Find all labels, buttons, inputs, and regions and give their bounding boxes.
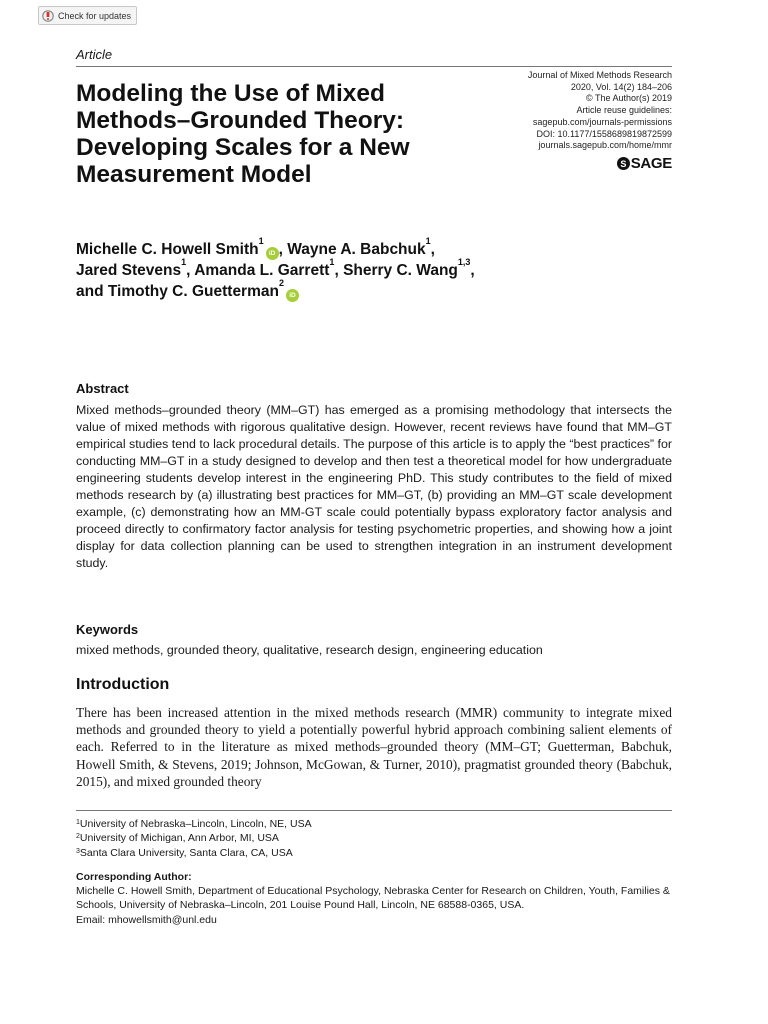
affiliation-item: $^3$Santa Clara University, Santa Clara, CA, USA (76, 846, 293, 859)
affiliation-item: $^2$University of Michigan, Ann Arbor, MI, USA (76, 832, 279, 845)
journal-name: Journal of Mixed Methods Research (527, 70, 672, 80)
author-affiliation-number: 1 (425, 236, 431, 246)
journal-volume: 2020, Vol. 14(2) 184–206 (570, 81, 672, 92)
author-list: Michelle C. Howell Smith$^1$iD , Wayne A. Babchuk$^1$, Jared Stevens$^1$, Amanda L. Garrett$^1$, Sherry C. Wang$^{1,3}$, and Timothy C. Guetterman$^2$iD (76, 236, 475, 300)
author-affiliation-number: 1 (258, 236, 264, 246)
journal-copyright: © The Author(s) 2019 (585, 93, 672, 104)
affiliation-list (76, 817, 312, 860)
author-affiliation-number: 1 (329, 257, 335, 267)
footnote-divider (76, 810, 672, 811)
author-name: Sherry C. Wang$^{1,3}$ (343, 257, 471, 279)
reuse-label: Article reuse guidelines: (576, 105, 672, 116)
corresponding-author-heading: Corresponding Author: (76, 871, 192, 883)
journal-info (528, 70, 672, 152)
author-name: Jared Stevens$^1$ (76, 257, 187, 279)
author-name: Michelle C. Howell Smith$^1$iD (76, 241, 279, 258)
orcid-icon[interactable]: iD (266, 247, 279, 260)
keywords-heading: Keywords (76, 622, 139, 637)
author-affiliation-number: 2 (278, 278, 284, 288)
paper-title: Modeling the Use of Mixed Methods–Grounded Theory: Developing Scales for a New Measurement Model (76, 80, 410, 188)
header-divider (76, 66, 672, 67)
sage-logo (617, 155, 672, 172)
author-affiliation-number: 1,3 (457, 257, 471, 267)
check-updates-label: Check for updates (58, 10, 132, 21)
corresponding-author-email[interactable]: Email: mhowellsmith@unl.edu (76, 913, 217, 926)
doi-link[interactable]: DOI: 10.1177/1558689819872599 (536, 128, 672, 139)
introduction-text: There has been increased attention in the mixed methods research (MMR) community to integrate mixed methods and grounded theory to yield a potentially powerful hybrid approach combining salient elements of each. Referred to in the literature as mixed methods–grounded theory (MM–GT; Guetterman, Babchuk, Howell Smith, & Stevens, 2019; Johnson, McGowan, & Turner, 2010), pragmatist grounded theory (Babchuk, 2015), and mixed grounded theory (76, 705, 672, 789)
author-name: and Timothy C. Guetterman$^2$iD (76, 283, 299, 300)
sage-logo-text: SAGE (630, 155, 672, 172)
article-type-label: Article (76, 47, 113, 62)
sage-logo-icon: S (617, 157, 630, 170)
affiliation-item: $^1$University of Nebraska–Lincoln, Lincoln, NE, USA (76, 818, 312, 830)
author-name: Amanda L. Garrett$^1$ (194, 257, 335, 279)
journal-homepage-link[interactable]: journals.sagepub.com/home/mmr (538, 140, 672, 151)
author-affiliation-number: 1 (181, 257, 187, 267)
corresponding-author-block (76, 870, 672, 927)
check-for-updates-badge[interactable] (38, 6, 137, 25)
author-name: Wayne A. Babchuk$^1$ (287, 236, 431, 258)
introduction-heading: Introduction (76, 676, 170, 693)
keywords-text: mixed methods, grounded theory, qualitative, research design, engineering education (76, 643, 543, 657)
orcid-icon[interactable]: iD (286, 289, 299, 302)
check-updates-icon (42, 10, 54, 22)
abstract-text: Mixed methods–grounded theory (MM–GT) has emerged as a promising methodology that intersects the value of mixed methods with rigorous qualitative design. However, recent reviews have found that MM–GT empirical studies tend to lack procedural details. The purpose of this article is to apply the “best practices” for conducting MM–GT in a study designed to develop and then test a theoretical model for how undergraduate engineering students develop interest in the engineering PhD. This study contributes to the field of mixed methods research by (a) illustrating best practices for MM–GT, (b) providing an MM–GT scale development example, (c) demonstrating how an MM-GT scale could potentially bypass exploratory factor analysis and proceed directly to confirmatory factor analysis for testing psychometric properties, and showing how a joint display for data collection planning can be used to strengthen integration in an instrument development study. (76, 403, 672, 570)
abstract-heading: Abstract (76, 381, 129, 396)
corresponding-author-address: Michelle C. Howell Smith, Department of Educational Psychology, Nebraska Center for Research on Children, Youth, Families & Schools, University of Nebraska–Lincoln, 201 Louise Pound Hall, Lincoln, NE 68588-0365, USA. (76, 885, 670, 912)
reuse-link[interactable]: sagepub.com/journals-permissions (532, 116, 672, 127)
